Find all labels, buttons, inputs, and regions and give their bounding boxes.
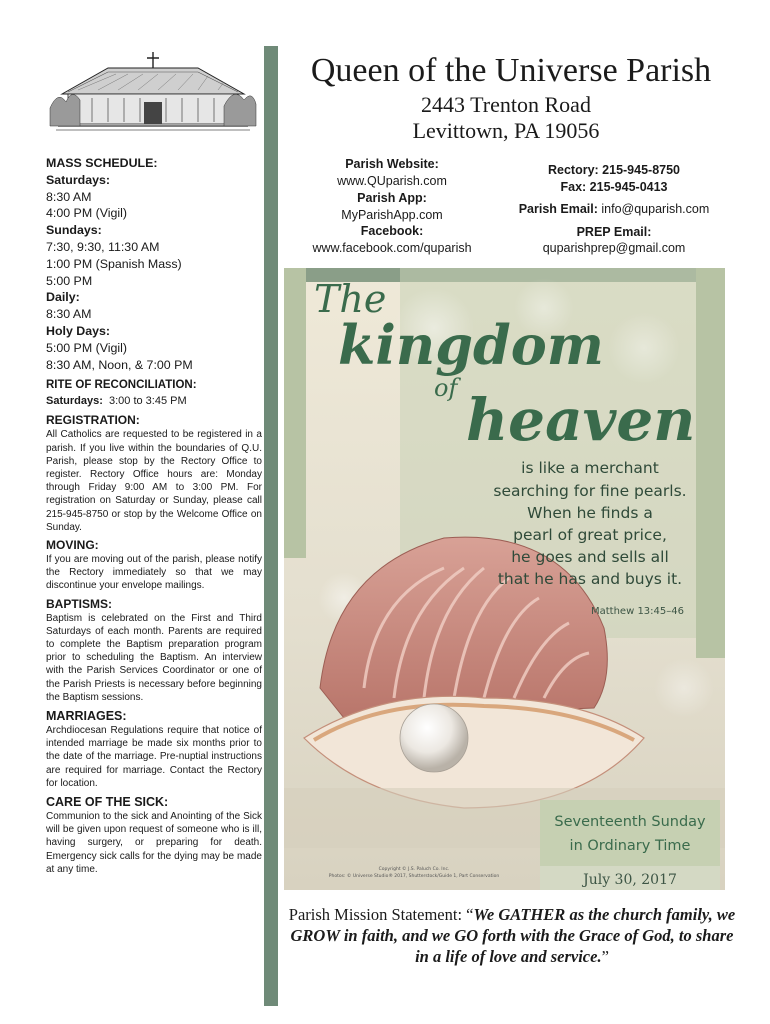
verse-line: pearl of great price, — [513, 526, 667, 544]
daily-label: Daily: — [46, 290, 80, 305]
left-column — [46, 48, 262, 876]
contact-right — [496, 162, 732, 257]
reconciliation-times — [46, 393, 262, 409]
poster-title-kingdom: kingdom — [338, 313, 604, 377]
marriages-text: Archdiocesan Regulations require that notice of intended marriage be made six months prior to the date of the marriage. Pre-nuptial instructions are required for marriage. Contact the Rectory for location. — [46, 725, 262, 789]
reconciliation-time: 3:00 to 3:45 PM — [108, 395, 187, 408]
sunday-time: 5:00 PM — [46, 273, 93, 288]
address-line-1: 2443 Trenton Road — [421, 92, 591, 117]
prep-email-link[interactable]: quparishprep@gmail.com — [542, 241, 686, 255]
facebook-label: Facebook: — [360, 224, 424, 238]
occasion-line-2: in Ordinary Time — [569, 838, 691, 854]
verse-line: he goes and sells all — [511, 548, 669, 566]
saturday-time: 8:30 AM — [46, 189, 92, 204]
reconciliation-heading: RITE OF RECONCILIATION: — [46, 379, 197, 392]
facebook-link[interactable]: www.facebook.com/quparish — [312, 240, 472, 255]
copyright-line-2: Photos: © Universe Studio® 2017, Shutterstock/Guide 1, Part Conservation — [328, 874, 500, 879]
moving-text: If you are moving out of the parish, please notify the Rectory immediately so that we may discontinue your envelope mailings. — [46, 553, 262, 592]
holy-day-time: 5:00 PM (Vigil) — [46, 340, 128, 355]
mass-schedule-heading: MASS SCHEDULE: — [46, 156, 158, 170]
mission-statement — [284, 904, 740, 967]
app-link[interactable]: MyParishApp.com — [341, 207, 443, 222]
website-label: Parish Website: — [345, 157, 439, 171]
website-link[interactable]: www.QUparish.com — [337, 173, 447, 188]
reconciliation-label: Saturdays: — [46, 395, 103, 408]
sunday-time: 7:30, 9:30, 11:30 AM — [46, 239, 160, 254]
mass-schedule — [46, 155, 262, 373]
care-of-sick-heading: CARE OF THE SICK: — [46, 795, 169, 810]
poster-date: July 30, 2017 — [583, 872, 677, 888]
fax-text: Fax: 215-945-0413 — [560, 179, 668, 194]
occasion-line-1: Seventeenth Sunday — [554, 814, 706, 830]
verse-citation: Matthew 13:45–46 — [591, 606, 684, 617]
email-link[interactable]: info@quparish.com — [601, 202, 710, 216]
mission-close-quote: ” — [601, 947, 609, 966]
marriages-heading: MARRIAGES: — [46, 709, 127, 724]
parish-email — [496, 201, 732, 218]
poster-title-heaven: heaven — [466, 386, 696, 454]
rectory-text: Rectory: 215-945-8750 — [547, 163, 681, 177]
prep-label: PREP Email: — [576, 224, 652, 239]
baptisms-text: Baptism is celebrated on the First and Third Saturdays of each month. Parents are required to complete the Baptism preparation program prior to scheduling the Baptism. An interview with the Parish Services Coordinator or one of the Parish Priests is necessary before beginning the Baptism sessions. — [46, 612, 262, 703]
contact-left — [296, 156, 488, 256]
moving-heading: MOVING: — [46, 537, 99, 552]
sundays-label: Sundays: — [46, 223, 102, 238]
fax-number — [496, 179, 732, 196]
verse-line: that he has and buys it. — [497, 570, 683, 588]
verse-line: is like a merchant — [521, 459, 659, 477]
app-label: Parish App: — [357, 191, 427, 205]
saturday-time: 4:00 PM (Vigil) — [46, 206, 128, 221]
rectory-phone — [496, 162, 732, 179]
registration-text: All Catholics are requested to be registered in a parish. If you live within the boundaries of Q.U. Parish, please stop by the Rectory Office to register. Rectory Office hours are: Monday through Friday 9:00 AM to 3:00 PM. For registration on Saturday or Sunday, please call 215-945-8750 or stop by the Welcome Office on Sunday. — [46, 429, 262, 533]
poster-artwork — [284, 268, 725, 890]
parish-name: Queen of the Universe Parish — [310, 52, 712, 89]
green-divider-bar — [264, 46, 278, 1006]
copyright-line-1: Copyright © J.S. Paluch Co. Inc. — [378, 867, 450, 872]
verse-line: searching for fine pearls. — [493, 482, 687, 500]
poster-title-the: The — [314, 277, 387, 321]
registration-heading: REGISTRATION: — [46, 413, 140, 428]
holy-days-label: Holy Days: — [46, 323, 111, 338]
holy-day-time: 8:30 AM, Noon, & 7:00 PM — [46, 357, 193, 372]
baptisms-heading: BAPTISMS: — [46, 596, 112, 611]
email-label: Parish Email: — [518, 202, 598, 216]
address-line-2: Levittown, PA 19056 — [412, 118, 600, 143]
daily-time: 8:30 AM — [46, 307, 92, 322]
mission-text: We GATHER as the church family, we GROW in faith, and we GO forth with the Grace of God, to share in a life of love and service. — [290, 905, 736, 966]
saturdays-label: Saturdays: — [46, 172, 111, 187]
care-of-sick-text: Communion to the sick and Anointing of the Sick will be given upon request of someone who is ill, having surgery, or preparing for death. Emergency sick calls for the dying may be made at any time. — [46, 811, 262, 875]
sunday-time: 1:00 PM (Spanish Mass) — [46, 256, 182, 271]
bulletin-cover-poster — [284, 268, 725, 890]
mission-label: Parish Mission Statement: “ — [288, 905, 474, 924]
verse-line: When he finds a — [527, 504, 653, 522]
poster-title-of: of — [434, 374, 458, 402]
occasion-panel — [540, 800, 720, 866]
church-illustration — [48, 48, 258, 132]
